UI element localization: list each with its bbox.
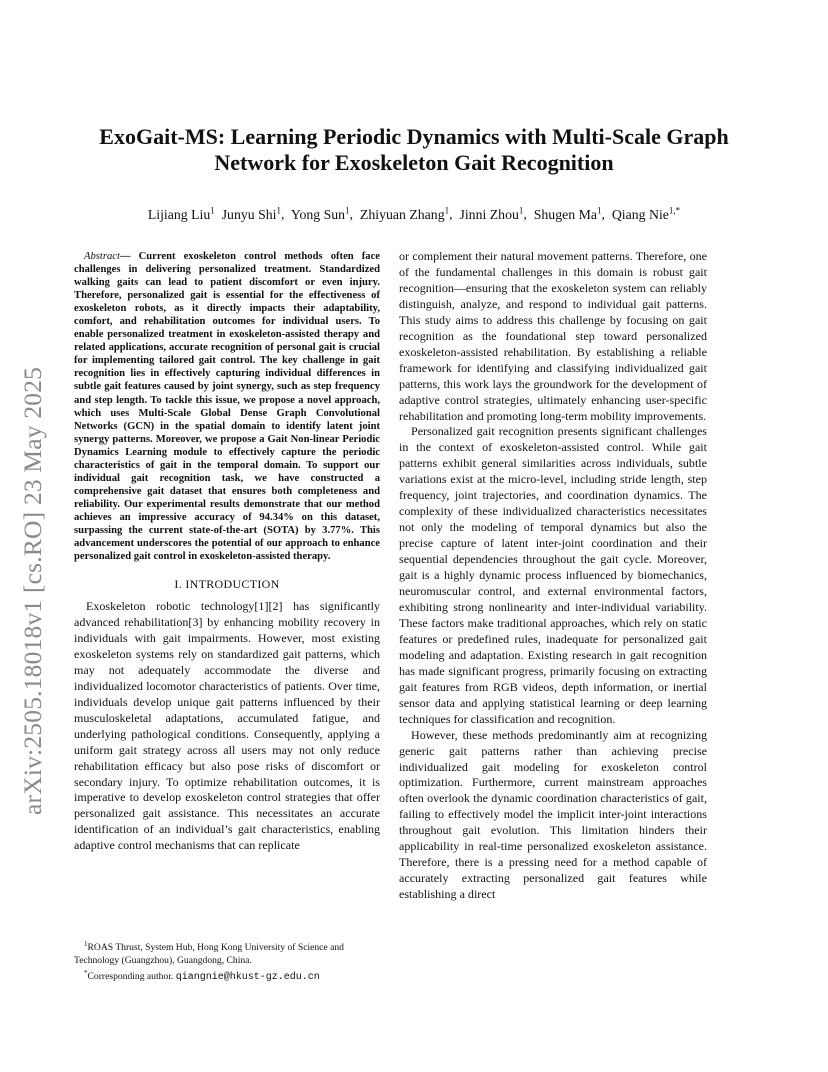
arxiv-stamp-text: arXiv:2505.18018v1 [cs.RO] 23 May 2025 bbox=[18, 366, 47, 815]
footnote-corresponding: *Corresponding author. qiangnie@hkust-gz.edu.cn bbox=[84, 969, 320, 984]
author: Yong Sun$^1$ bbox=[290, 205, 350, 222]
footnotes bbox=[74, 938, 380, 985]
abstract-text: — Current exoskeleton control methods often face challenges in delivering personalized treatment. Standardized walking gaits can lead to patient discomfort or even injury. Therefore, personalized gait is essential for the effectiveness of exoskeleton robots, as it directly impacts their adaptability, comfort, and rehabilitation outcomes for individual users. To enable personalized treatment in exoskeleton-assisted therapy and related applications, accurate recognition of personal gait is crucial for implementing tailored gait control. The key challenge in gait recognition lies in effectively capturing individual differences in subtle gait features caused by joint synergy, such as step frequency and step length. To tackle this issue, we propose a novel approach, which uses Multi-Scale Global Dense Graph Convolutional Networks (GCN) in the spatial domain to identify latent joint synergy patterns. Moreover, we propose a Gait Non-linear Periodic Dynamics Learning module to effectively capture the periodic characteristics of gait in the temporal domain. To support our individual gait recognition task, we have constructed a comprehensive gait dataset that ensures both completeness and reliability. Our experimental results demonstrate that our method achieves an impressive accuracy of 94.34% on this dataset, surpassing the current state-of-the-art (SOTA) by 3.77%. This advancement underscores the potential of our approach to enhance personalized gait control in exoskeleton-assisted therapy. bbox=[74, 251, 380, 563]
arxiv-stamp bbox=[18, 295, 47, 815]
author: Zhiyuan Zhang$^1$ bbox=[359, 205, 450, 222]
author: Junyu Shi$^1$ bbox=[221, 205, 282, 222]
abstract-label: Abstract bbox=[84, 251, 120, 262]
right-column bbox=[399, 249, 707, 903]
paper-title bbox=[60, 124, 768, 176]
intro-paragraph-continued: or complement their natural movement patterns. Therefore, one of the fundamental challenges in this domain is robust gait recognition—ensuring that the exoskeleton system can reliably distinguish, analyze, and respond to individual gait patterns. This study aims to address this challenge by focusing on gait recognition as the foundational step toward personalized exoskeleton-assisted rehabilitation. By establishing a reliable framework for identifying and classifying individualized gait patterns, this work lays the groundwork for the development of adaptive control strategies, ultimately enhancing user-specific rehabilitation and promoting long-term mobility improvements. bbox=[399, 249, 707, 423]
intro-paragraph-2: Personalized gait recognition presents significant challenges in the context of exoskeleton-assisted control. While gait patterns exhibit general similarities across individuals, subtle variations exist at the micro-level, including stride length, step frequency, joint trajectories, and coordination dynamics. The complexity of these individualized characteristics necessitates not only the modeling of temporal dynamics but also the precise capture of latent inter-joint coordination and their sequential dependencies throughout the gait cycle. Moreover, gait is a highly dynamic process influenced by biomechanics, neuromuscular control, and external environmental factors, exhibiting strong nonlinearity and inter-individual variability. These factors make traditional approaches, which rely on static features or predefined rules, inadequate for personalized gait modeling and adaptation. Existing research in gait recognition has made significant progress, primarily focusing on extracting gait features from RGB videos, depth information, or inertial sensor data and applying statistical learning or deep learning techniques for classification and recognition. bbox=[399, 424, 707, 726]
author: Qiang Nie$^{1,*}$ bbox=[611, 205, 681, 222]
intro-paragraph-3: However, these methods predominantly aim at recognizing generic gait patterns rather than achieving precise individualized gait modeling for exoskeleton control optimization. Furthermore, current mainstream approaches often overlook the dynamic coordination characteristics of gait, failing to effectively model the implicit inter-joint interactions throughout gait evolution. This limitation hinders their applicability in real-time personalized exoskeleton assistance. Therefore, there is a pressing need for a method capable of accurately extracting personalized gait features while establishing a direct bbox=[399, 727, 707, 902]
author: Shugen Ma$^1$ bbox=[533, 205, 602, 222]
left-column bbox=[74, 250, 380, 854]
section-heading-introduction: I. INTRODUCTION bbox=[174, 577, 280, 592]
title-line-1: ExoGait-MS: Learning Periodic Dynamics with Multi-Scale Graph bbox=[99, 124, 729, 149]
abstract bbox=[74, 250, 380, 563]
author: Lijiang Liu$^1$ bbox=[147, 205, 215, 222]
footnote-affiliation: $^1$ROAS Thrust, System Hub, Hong Kong University of Science and Technology (Guangzhou), Guangdong, China. bbox=[74, 940, 344, 966]
author-list: Lijiang Liu$^1$ Junyu Shi$^1$, Yong Sun$^1$, Zhiyuan Zhang$^1$, Jinni Zhou$^1$, Shugen Ma$^1$, Qiang Nie$^{1,*}$ bbox=[147, 205, 681, 222]
intro-paragraph-1: Exoskeleton robotic technology[1][2] has significantly advanced rehabilitation[3] by enhancing mobility recovery in individuals with gait impairments. However, most existing exoskeleton systems rely on standardized gait patterns, which may not adequately accommodate the diverse and individualized locomotor characteristics of patients. Over time, individuals develop unique gait patterns influenced by their musculoskeletal adaptations, accumulated fatigue, and underlying pathological conditions. Consequently, applying a uniform gait strategy across all users may not only reduce rehabilitation efficacy but also pose risks of discomfort or secondary injury. To optimize rehabilitation outcomes, it is imperative to develop exoskeleton control strategies that offer personalized gait assistance. This necessitates an accurate identification of an individual’s gait characteristics, enabling adaptive control mechanisms that can replicate bbox=[74, 599, 380, 853]
author: Jinni Zhou$^1$ bbox=[459, 205, 524, 222]
corresponding-email: qiangnie@hkust-gz.edu.cn bbox=[175, 972, 320, 984]
title-line-2: Network for Exoskeleton Gait Recognition bbox=[214, 150, 614, 175]
